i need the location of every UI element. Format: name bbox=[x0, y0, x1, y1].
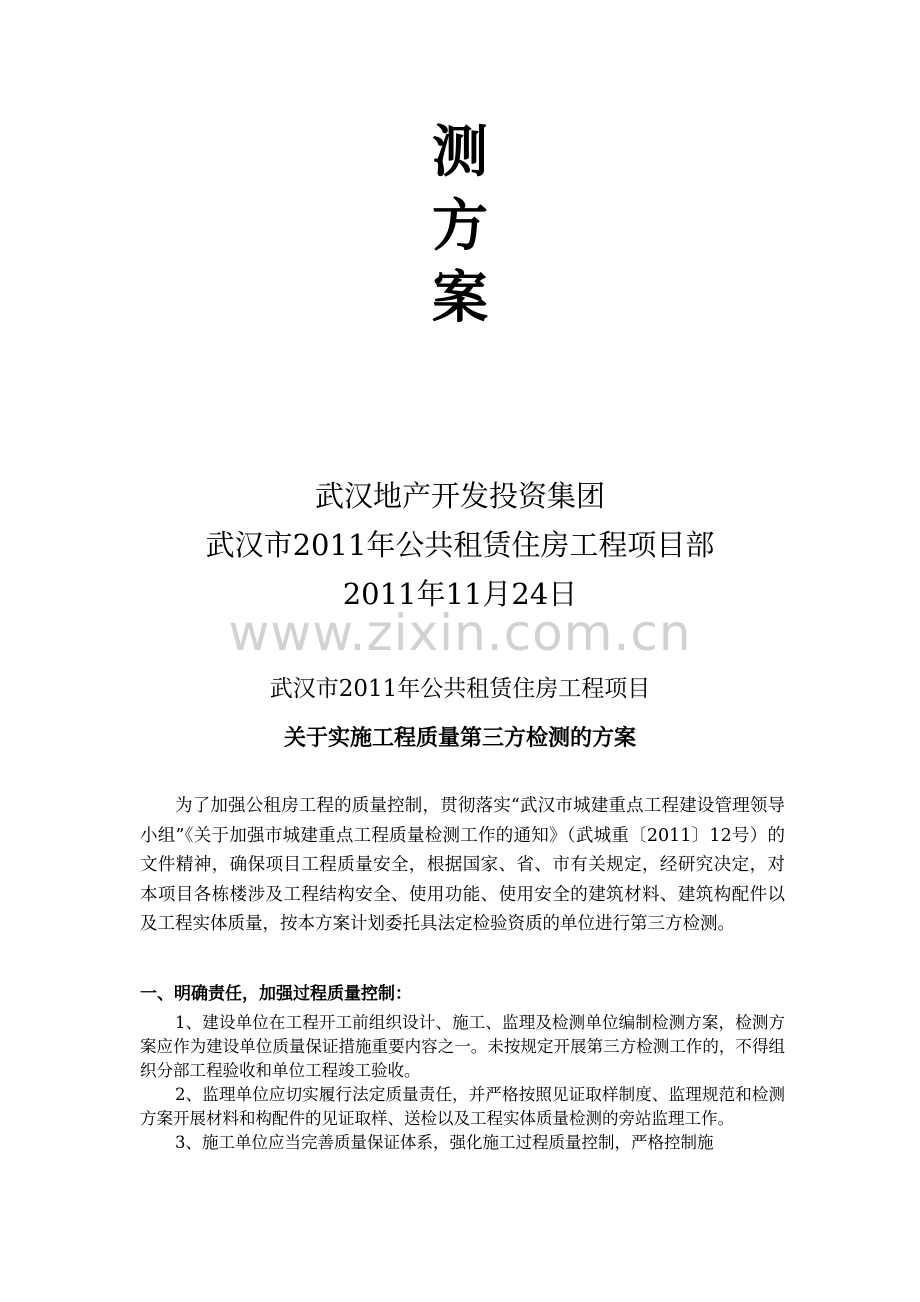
cover-organization: 武汉地产开发投资集团 bbox=[314, 479, 605, 513]
document-subtitle: 武汉市2011年公共租赁住房工程项目 bbox=[269, 676, 651, 702]
section-item-3: 3、施工单位应当完善质量保证体系，强化施工过程质量控制，严格控制施 bbox=[175, 1133, 714, 1152]
section-item-2: 2、监理单位应切实履行法定质量责任，并严格按照见证取样制度、监理规范和检测方案开展材料和构配件的见证取样、送检以及工程实体质量检测的旁站监理工作。 bbox=[140, 1085, 785, 1128]
cover-title-char-1: 测 bbox=[432, 119, 488, 185]
watermark: www.zixin.com.cn bbox=[228, 604, 692, 662]
section-items bbox=[140, 1011, 785, 1155]
section-heading: 一、明确责任，加强过程质量控制： bbox=[140, 984, 412, 1004]
cover-date: 2011年11月24日 bbox=[342, 577, 578, 611]
cover-title-char-2: 方 bbox=[432, 193, 488, 259]
document-title: 关于实施工程质量第三方检测的方案 bbox=[283, 726, 636, 751]
cover-title-char-3: 案 bbox=[432, 265, 488, 331]
cover-department: 武汉市2011年公共租赁住房工程项目部 bbox=[205, 528, 715, 562]
section-item-1: 1、建设单位在工程开工前组织设计、施工、监理及检测单位编制检测方案，检测方案应作为建设单位质量保证措施重要内容之一。未按规定开展第三方检测工作的，不得组织分部工程验收和单位工程竣工验收。 bbox=[140, 1013, 785, 1080]
intro-paragraph: 为了加强公租房工程的质量控制，贯彻落实“武汉市城建重点工程建设管理领导小组”《关于加强市城建重点工程质量检测工作的通知》（武城重〔2011〕12号）的文件精神，确保项目工程质量安全，根据国家、省、市有关规定，经研究决定，对本项目各栋楼涉及工程结构安全、使用功能、使用安全的建筑材料、建筑构配件以及工程实体质量，按本方案计划委托具法定检验资质的单位进行第三方检测。 bbox=[140, 796, 785, 934]
